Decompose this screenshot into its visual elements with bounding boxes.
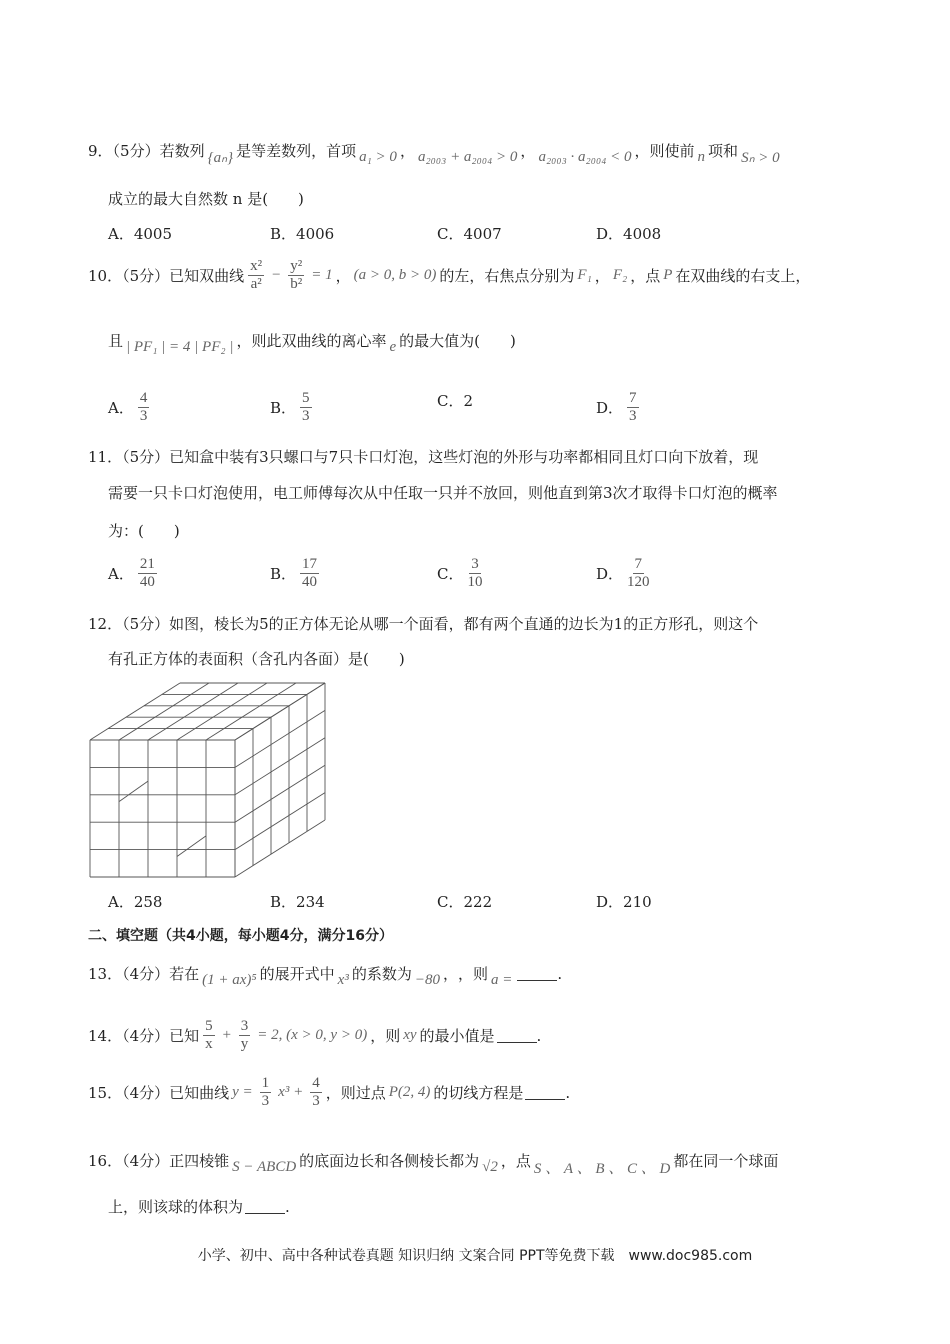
cube-edge <box>119 683 209 740</box>
question-10: 10．（5分）已知双曲线 $\frac{\text{x²}}{\text{a²}}$ − $\frac{\text{y²}}{\text{b²}}$ = 1 ， (a > 0, b > 0) 的左，右焦点分别为 F₁ ， F₂ ，点 P 在双曲线的右支上， <box>88 258 811 292</box>
question-13: 13．（4分）若在 (1 + ax)⁵ 的展开式中 x³ 的系数为 −80 ， ，则 a = . <box>88 964 563 988</box>
q9-text: 9．（5分）若数列 <box>88 142 205 160</box>
math: F₂ <box>612 267 628 283</box>
option-label: D． <box>596 565 624 583</box>
q9-text: 项和 <box>708 142 739 160</box>
math: {aₙ} <box>207 150 234 166</box>
math: a₂₀₀₃ · a₂₀₀₄ < 0 <box>538 149 632 165</box>
q10-text: 的最大值为( ) <box>399 332 516 350</box>
option-b: B．4006 <box>270 225 335 243</box>
numerator: 7 <box>634 556 643 572</box>
option-label: B． <box>270 399 297 417</box>
math: a₂₀₀₃ + a₂₀₀₄ > 0 <box>417 149 518 165</box>
q9-text: ，则使前 <box>634 142 695 160</box>
math: e <box>389 339 397 355</box>
math: − <box>271 267 282 283</box>
numerator: 3 <box>240 1018 249 1034</box>
cube-edge <box>235 765 325 822</box>
denominator: 3 <box>302 408 310 424</box>
q14-text: ，则 <box>370 1027 401 1045</box>
math: + <box>221 1027 232 1043</box>
numerator: x² <box>250 258 263 274</box>
math: = 1 <box>311 267 333 283</box>
option-b <box>270 390 316 425</box>
fraction <box>467 556 482 591</box>
option-a <box>108 390 153 425</box>
q10-line2 <box>108 330 516 355</box>
option-a: A．258 <box>108 893 163 911</box>
section-heading: 二、填空题（共4小题，每小题4分，满分16分） <box>88 928 393 944</box>
numerator: 21 <box>139 556 155 572</box>
math: y = <box>232 1084 253 1100</box>
q16-text: 16．（4分）正四棱锥 <box>88 1152 230 1170</box>
q9-text: 是等差数列，首项 <box>236 142 357 160</box>
option-label: A． <box>108 565 134 583</box>
math: (1 + ax)⁵ <box>202 972 257 988</box>
numerator: 7 <box>629 390 637 406</box>
cube-edge <box>177 683 267 740</box>
question-9: 9．（5分）若数列 {aₙ} 是等差数列，首项 a₁ > 0 ， a₂₀₀₃ + a₂₀₀₄ > 0 ， a₂₀₀₃ · a₂₀₀₄ < 0 ，则使前 n 项和 Sₙ > 0 <box>88 142 780 166</box>
denominator: 3 <box>312 1093 320 1109</box>
option-label: A． <box>108 399 134 417</box>
option-a <box>108 556 161 591</box>
answer-blank[interactable] <box>517 966 557 981</box>
q9-line2: 成立的最大自然数 n 是( ) <box>108 190 304 208</box>
cube-with-holes-figure <box>80 675 340 890</box>
cube-edge <box>148 683 238 740</box>
fraction <box>248 258 264 293</box>
math: P <box>663 267 673 283</box>
q10-text: ，则此双曲线的离心率 <box>236 332 387 350</box>
math: S 、 A 、 B 、 C 、 D <box>533 1161 671 1177</box>
denominator: x <box>205 1036 213 1052</box>
fraction <box>300 556 319 591</box>
q10-text: 在双曲线的右支上， <box>675 267 811 285</box>
cube-edge <box>235 710 325 767</box>
numerator: 17 <box>302 556 318 572</box>
q13-text: 的系数为 <box>351 965 412 983</box>
q10-text: 的左，右焦点分别为 <box>439 267 575 285</box>
footer-text: 小学、初中、高中各种试卷真题 知识归纳 文案合同 PPT等免费下载 www.doc985.com <box>197 1248 753 1264</box>
q15-text: 15．（4分）已知曲线 <box>88 1084 230 1102</box>
math: x³ <box>337 972 349 988</box>
denominator: 3 <box>139 408 148 424</box>
fraction <box>300 390 312 425</box>
option-c <box>437 556 486 591</box>
q11-line2: 需要一只卡口灯泡使用，电工师傅每次从中任取一只并不放回，则他直到第3次才取得卡口灯泡的概率 <box>108 484 778 502</box>
cube-edge <box>177 836 206 857</box>
math: xy <box>403 1027 417 1043</box>
option-d: D．4008 <box>596 225 662 243</box>
numerator: 5 <box>205 1018 213 1034</box>
denominator: 40 <box>302 574 318 590</box>
fraction <box>239 1018 251 1053</box>
numerator: y² <box>290 258 303 274</box>
q14-text: . <box>536 1026 542 1045</box>
option-b: B．234 <box>270 893 325 911</box>
denominator: 10 <box>467 574 483 590</box>
option-c <box>437 390 473 411</box>
math: = 2, (x > 0, y > 0) <box>257 1027 368 1043</box>
option-b <box>270 556 323 591</box>
numerator: 4 <box>139 390 148 406</box>
q13-text: 的展开式中 <box>259 965 335 983</box>
math: n <box>697 149 706 165</box>
q16-text: . <box>285 1197 290 1216</box>
q13-text: 13．（4分）若在 <box>88 965 200 983</box>
q15-text: 的切线方程是 <box>433 1084 524 1102</box>
q16-text: 都在同一个球面 <box>673 1152 779 1170</box>
q13-text: . <box>557 964 563 983</box>
question-16 <box>88 1150 779 1177</box>
q14-text: 的最小值是 <box>419 1027 495 1045</box>
q16-text: 上，则该球的体积为 <box>108 1198 244 1216</box>
fraction <box>138 556 157 591</box>
q14-text: 14．（4分）已知 <box>88 1027 200 1045</box>
fraction <box>310 1075 322 1110</box>
q15-text: ，则过点 <box>325 1084 386 1102</box>
denominator: 120 <box>627 574 650 590</box>
q11-line3: 为：( ) <box>108 522 180 540</box>
math: x³ + <box>278 1084 304 1100</box>
answer-blank[interactable] <box>245 1199 285 1214</box>
q15-text: . <box>565 1083 571 1102</box>
fraction <box>203 1018 215 1053</box>
math: −80 <box>414 972 440 988</box>
cube-edge <box>235 793 325 850</box>
option-d <box>596 556 654 591</box>
cube-edge <box>235 738 325 795</box>
fraction <box>260 1075 272 1110</box>
denominator: a² <box>250 276 262 292</box>
answer-blank[interactable] <box>525 1085 565 1100</box>
denominator: 3 <box>261 1093 270 1109</box>
option-a: A．4005 <box>108 225 173 243</box>
cube-edge <box>235 820 325 877</box>
numerator: 1 <box>261 1075 270 1091</box>
q16-line2 <box>108 1196 290 1217</box>
fraction <box>627 390 639 425</box>
question-15 <box>88 1075 570 1110</box>
denominator: y <box>240 1036 249 1052</box>
fraction <box>138 390 150 425</box>
math: a₁ > 0 <box>359 149 397 165</box>
math: √2 <box>482 1159 498 1175</box>
numerator: 5 <box>302 390 310 406</box>
cube-edge <box>90 683 180 740</box>
option-label: D． <box>596 399 624 417</box>
option-label: B． <box>270 565 297 583</box>
math: (a > 0, b > 0) <box>353 267 437 283</box>
math: S − ABCD <box>232 1159 297 1175</box>
math: a = <box>490 972 513 988</box>
answer-blank[interactable] <box>497 1028 537 1043</box>
math: | PF₁ | = 4 | PF₂ | <box>126 339 234 355</box>
q10-text: ，点 <box>630 267 661 285</box>
option-label: C． <box>437 565 464 583</box>
option-d <box>596 390 643 425</box>
denominator: b² <box>290 276 303 292</box>
q12-line2: 有孔正方体的表面积（含孔内各面）是( ) <box>108 650 405 668</box>
fraction <box>288 258 304 293</box>
math: Sₙ > 0 <box>741 150 780 166</box>
question-14 <box>88 1018 541 1053</box>
q16-text: ，点 <box>500 1152 531 1170</box>
option-c: C．4007 <box>437 225 502 243</box>
option-c: C．222 <box>437 893 493 911</box>
fraction <box>627 556 650 591</box>
numerator: 4 <box>312 1075 320 1091</box>
question-11: 11．（5分）已知盒中装有3只螺口与7只卡口灯泡，这些灯泡的外形与功率都相同且灯口向下放着，现 <box>88 448 759 466</box>
denominator: 3 <box>629 408 637 424</box>
cube-edge <box>119 781 148 802</box>
cube-edge <box>235 683 325 740</box>
numerator: 3 <box>471 556 479 572</box>
math: P(2, 4) <box>388 1084 431 1100</box>
math: F₁ <box>577 267 592 283</box>
q10-text: 且 <box>108 332 124 350</box>
denominator: 40 <box>139 574 155 590</box>
q10-text: 10．（5分）已知双曲线 <box>88 267 245 285</box>
q16-text: 的底面边长和各侧棱长都为 <box>299 1152 480 1170</box>
option-label: C．2 <box>437 392 474 410</box>
question-12: 12．（5分）如图，棱长为5的正方体无论从哪一个面看，都有两个直通的边长为1的正方形孔，则这个 <box>88 615 759 633</box>
cube-edge <box>206 683 296 740</box>
q13-text: ，则 <box>457 965 488 983</box>
option-d: D．210 <box>596 893 652 911</box>
